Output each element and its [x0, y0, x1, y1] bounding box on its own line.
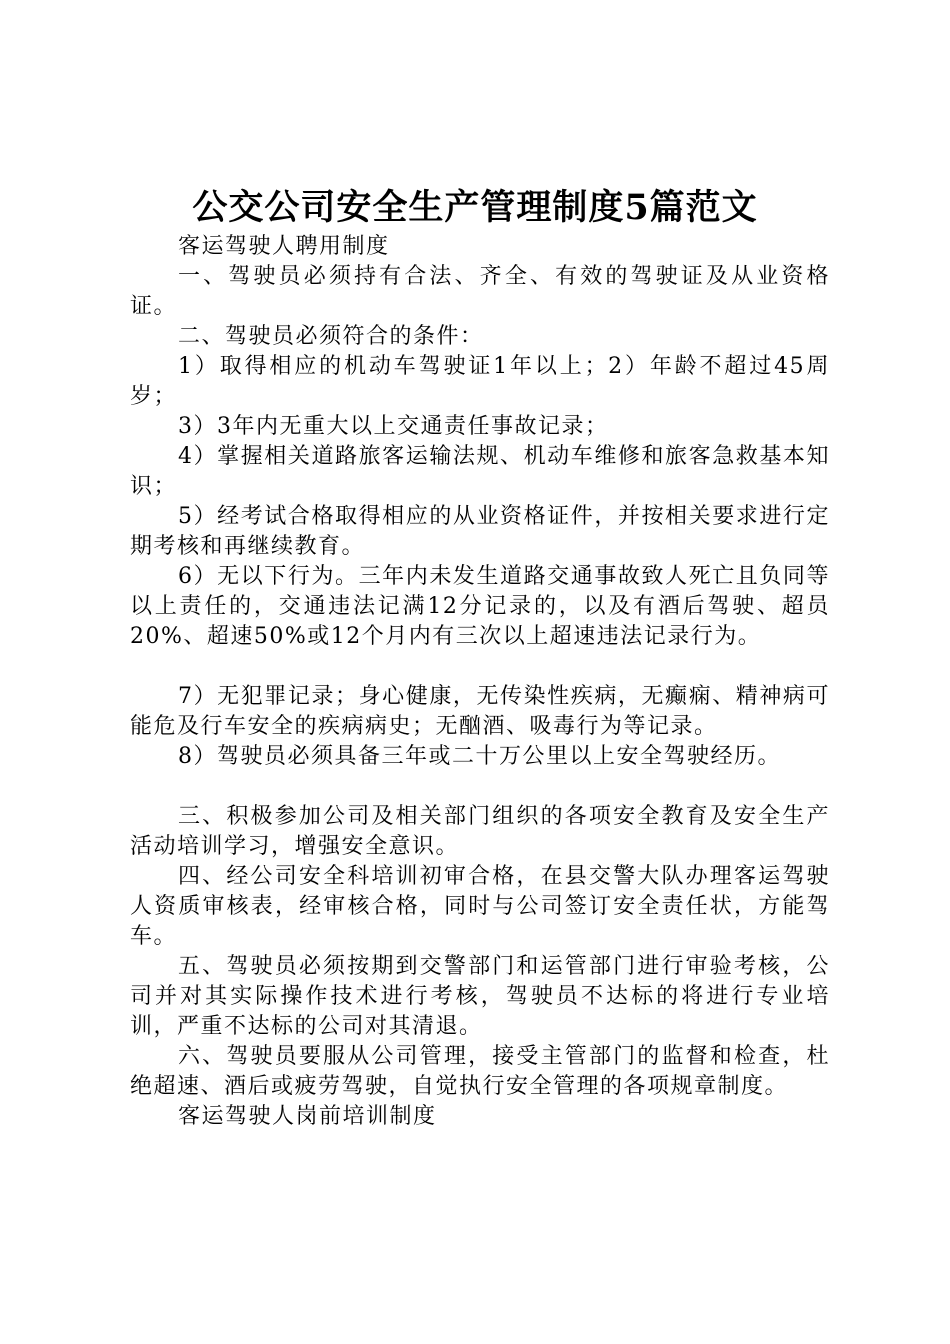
paragraph: 五、驾驶员必须按期到交警部门和运管部门进行审验考核，公司并对其实际操作技术进行考核，驾驶员不达标的将进行专业培训，严重不达标的公司对其清退。	[130, 954, 830, 1039]
document-body	[130, 232, 830, 1132]
paragraph: 四、经公司安全科培训初审合格，在县交警大队办理客运驾驶人资质审核表，经审核合格，同时与公司签订安全责任状，方能驾车。	[130, 864, 830, 949]
paragraph: 3）3年内无重大以上交通责任事故记录；	[178, 414, 609, 439]
paragraph: 一、驾驶员必须持有合法、齐全、有效的驾驶证及从业资格证。	[130, 264, 830, 319]
document-title: 公交公司安全生产管理制度5篇范文	[192, 187, 758, 228]
paragraph: 7）无犯罪记录；身心健康，无传染性疾病，无癫痫、精神病可能危及行车安全的疾病病史；无酗酒、吸毒行为等记录。	[130, 684, 830, 739]
paragraph: 4）掌握相关道路旅客运输法规、机动车维修和旅客急救基本知识；	[130, 444, 830, 499]
paragraph: 8）驾驶员必须具备三年或二十万公里以上安全驾驶经历。	[178, 744, 781, 769]
paragraph: 5）经考试合格取得相应的从业资格证件，并按相关要求进行定期考核和再继续教育。	[130, 504, 830, 559]
section-heading: 客运驾驶人岗前培训制度	[178, 1104, 437, 1129]
paragraph: 1）取得相应的机动车驾驶证1年以上；2）年龄不超过45周岁；	[130, 354, 830, 409]
paragraph: 六、驾驶员要服从公司管理，接受主管部门的监督和检查，杜绝超速、酒后或疲劳驾驶，自觉执行安全管理的各项规章制度。	[130, 1044, 830, 1099]
paragraph: 二、驾驶员必须符合的条件：	[178, 324, 484, 349]
paragraph: 6）无以下行为。三年内未发生道路交通事故致人死亡且负同等以上责任的，交通违法记满12分记录的，以及有酒后驾驶、超员20%、超速50%或12个月内有三次以上超速违法记录行为。	[130, 564, 830, 649]
section-heading: 客运驾驶人聘用制度	[178, 234, 390, 259]
paragraph: 三、积极参加公司及相关部门组织的各项安全教育及安全生产活动培训学习，增强安全意识。	[130, 804, 830, 859]
